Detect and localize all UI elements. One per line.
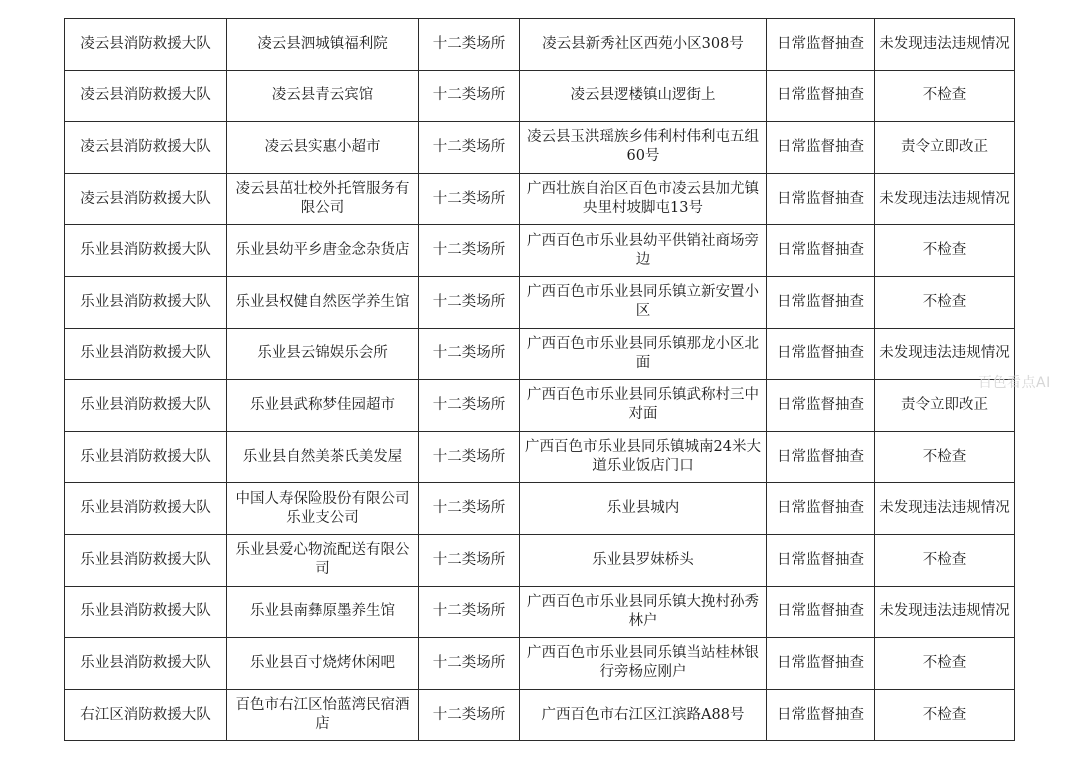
cell-unit: 凌云县消防救援大队 <box>65 173 227 225</box>
cell-type: 十二类场所 <box>419 380 520 432</box>
cell-mode: 日常监督抽查 <box>767 689 875 741</box>
cell-unit: 乐业县消防救援大队 <box>65 586 227 638</box>
cell-address: 乐业县城内 <box>520 483 767 535</box>
cell-name: 乐业县幼平乡唐金念杂货店 <box>227 225 419 277</box>
cell-result: 未发现违法违规情况 <box>875 328 1015 380</box>
cell-mode: 日常监督抽查 <box>767 431 875 483</box>
cell-address: 广西百色市乐业县幼平供销社商场旁边 <box>520 225 767 277</box>
cell-address: 乐业县罗妹桥头 <box>520 534 767 586</box>
table-row <box>65 380 1015 432</box>
cell-name: 乐业县武称梦佳园超市 <box>227 380 419 432</box>
cell-result: 不检查 <box>875 431 1015 483</box>
table-row <box>65 638 1015 690</box>
cell-name: 凌云县实惠小超市 <box>227 122 419 174</box>
table-row <box>65 483 1015 535</box>
cell-mode: 日常监督抽查 <box>767 483 875 535</box>
cell-unit: 凌云县消防救援大队 <box>65 70 227 122</box>
cell-result: 不检查 <box>875 276 1015 328</box>
cell-result: 未发现违法违规情况 <box>875 483 1015 535</box>
cell-result: 责令立即改正 <box>875 380 1015 432</box>
cell-mode: 日常监督抽查 <box>767 122 875 174</box>
cell-address: 广西百色市乐业县同乐镇那龙小区北面 <box>520 328 767 380</box>
cell-result: 未发现违法违规情况 <box>875 19 1015 71</box>
cell-unit: 乐业县消防救援大队 <box>65 483 227 535</box>
cell-name: 凌云县青云宾馆 <box>227 70 419 122</box>
inspection-table <box>64 18 1015 741</box>
watermark: 百色看点AI <box>978 375 1051 391</box>
cell-type: 十二类场所 <box>419 173 520 225</box>
cell-type: 十二类场所 <box>419 689 520 741</box>
cell-unit: 乐业县消防救援大队 <box>65 276 227 328</box>
cell-mode: 日常监督抽查 <box>767 638 875 690</box>
cell-name: 百色市右江区怡蓝湾民宿酒店 <box>227 689 419 741</box>
cell-unit: 乐业县消防救援大队 <box>65 225 227 277</box>
cell-address: 广西百色市右江区江滨路A88号 <box>520 689 767 741</box>
cell-type: 十二类场所 <box>419 276 520 328</box>
cell-mode: 日常监督抽查 <box>767 380 875 432</box>
cell-address: 广西百色市乐业县同乐镇立新安置小区 <box>520 276 767 328</box>
cell-unit: 乐业县消防救援大队 <box>65 431 227 483</box>
cell-type: 十二类场所 <box>419 483 520 535</box>
cell-type: 十二类场所 <box>419 638 520 690</box>
cell-result: 责令立即改正 <box>875 122 1015 174</box>
cell-result: 不检查 <box>875 225 1015 277</box>
cell-mode: 日常监督抽查 <box>767 328 875 380</box>
cell-address: 广西百色市乐业县同乐镇大挽村孙秀林户 <box>520 586 767 638</box>
table-row <box>65 19 1015 71</box>
cell-type: 十二类场所 <box>419 534 520 586</box>
table-row <box>65 328 1015 380</box>
cell-address: 凌云县玉洪瑶族乡伟利村伟利屯五组60号 <box>520 122 767 174</box>
cell-result: 不检查 <box>875 689 1015 741</box>
cell-mode: 日常监督抽查 <box>767 586 875 638</box>
cell-name: 乐业县南彝原墨养生馆 <box>227 586 419 638</box>
cell-mode: 日常监督抽查 <box>767 225 875 277</box>
table-row <box>65 689 1015 741</box>
cell-mode: 日常监督抽查 <box>767 173 875 225</box>
cell-name: 乐业县百寸烧烤休闲吧 <box>227 638 419 690</box>
cell-unit: 乐业县消防救援大队 <box>65 638 227 690</box>
cell-name: 乐业县自然美茶氏美发屋 <box>227 431 419 483</box>
table-row <box>65 70 1015 122</box>
cell-type: 十二类场所 <box>419 70 520 122</box>
cell-result: 不检查 <box>875 638 1015 690</box>
cell-mode: 日常监督抽查 <box>767 534 875 586</box>
table-row <box>65 534 1015 586</box>
cell-unit: 乐业县消防救援大队 <box>65 380 227 432</box>
cell-type: 十二类场所 <box>419 122 520 174</box>
cell-name: 凌云县泗城镇福利院 <box>227 19 419 71</box>
cell-mode: 日常监督抽查 <box>767 19 875 71</box>
table-row <box>65 173 1015 225</box>
cell-type: 十二类场所 <box>419 431 520 483</box>
cell-unit: 乐业县消防救援大队 <box>65 328 227 380</box>
cell-unit: 右江区消防救援大队 <box>65 689 227 741</box>
table-row <box>65 122 1015 174</box>
cell-unit: 凌云县消防救援大队 <box>65 19 227 71</box>
table-row <box>65 586 1015 638</box>
cell-name: 中国人寿保险股份有限公司乐业支公司 <box>227 483 419 535</box>
cell-name: 乐业县云锦娱乐会所 <box>227 328 419 380</box>
cell-result: 未发现违法违规情况 <box>875 586 1015 638</box>
cell-address: 广西壮族自治区百色市凌云县加尤镇央里村坡脚屯13号 <box>520 173 767 225</box>
cell-name: 凌云县茁壮校外托管服务有限公司 <box>227 173 419 225</box>
cell-address: 凌云县新秀社区西苑小区308号 <box>520 19 767 71</box>
cell-mode: 日常监督抽查 <box>767 276 875 328</box>
cell-result: 不检查 <box>875 70 1015 122</box>
cell-address: 凌云县逻楼镇山逻街上 <box>520 70 767 122</box>
cell-address: 广西百色市乐业县同乐镇当站桂林银行旁杨应刚户 <box>520 638 767 690</box>
table-row <box>65 276 1015 328</box>
cell-address: 广西百色市乐业县同乐镇城南24米大道乐业饭店门口 <box>520 431 767 483</box>
table-row <box>65 225 1015 277</box>
cell-address: 广西百色市乐业县同乐镇武称村三中对面 <box>520 380 767 432</box>
cell-result: 未发现违法违规情况 <box>875 173 1015 225</box>
cell-mode: 日常监督抽查 <box>767 70 875 122</box>
cell-result: 不检查 <box>875 534 1015 586</box>
cell-name: 乐业县爱心物流配送有限公司 <box>227 534 419 586</box>
table-row <box>65 431 1015 483</box>
cell-type: 十二类场所 <box>419 19 520 71</box>
cell-type: 十二类场所 <box>419 225 520 277</box>
cell-unit: 乐业县消防救援大队 <box>65 534 227 586</box>
cell-type: 十二类场所 <box>419 328 520 380</box>
cell-type: 十二类场所 <box>419 586 520 638</box>
cell-name: 乐业县权健自然医学养生馆 <box>227 276 419 328</box>
cell-unit: 凌云县消防救援大队 <box>65 122 227 174</box>
